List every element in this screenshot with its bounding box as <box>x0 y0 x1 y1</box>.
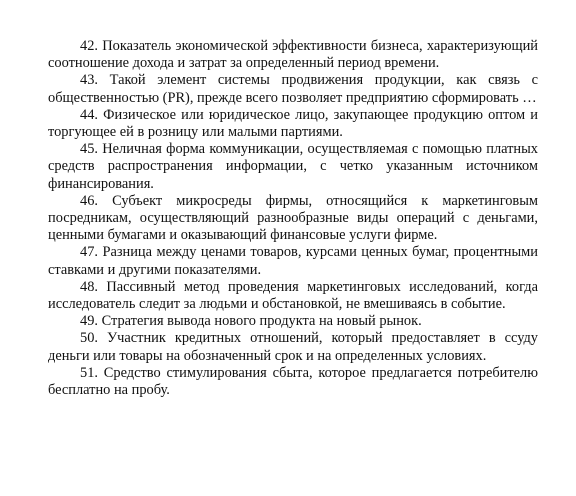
question-50: 50. Участник кредитных отношений, который предоставляет в ссуду деньги или товары на обозначенный срок и на определенных условиях. <box>48 330 538 364</box>
question-43: 43. Такой элемент системы продвижения продукции, как связь с общественностью (PR), прежде всего позволяет предприятию сформировать … <box>48 72 538 106</box>
question-46: 46. Субъект микросреды фирмы, относящийся к маркетинговым посредникам, осуществляющий разнообразные виды операций с деньгами, ценными бумагами и оказывающий финансовые услуги фирме. <box>48 192 538 244</box>
question-51: 51. Средство стимулирования сбыта, которое предлагается потребителю бесплатно на пробу. <box>48 364 538 399</box>
question-49: 49. Стратегия вывода нового продукта на новый рынок. <box>80 313 422 330</box>
question-48: 48. Пассивный метод проведения маркетинговых исследований, когда исследователь следит за людьми и обстановкой, не вмешиваясь в событие. <box>48 278 538 313</box>
question-45: 45. Неличная форма коммуникации, осуществляемая с помощью платных средств распространения информации, с четко указанным источником финансирования. <box>48 141 538 192</box>
question-47: 47. Разница между ценами товаров, курсами ценных бумаг, процентными ставками и другими показателями. <box>48 244 538 278</box>
question-42: 42. Показатель экономической эффективности бизнеса, характеризующий соотношение дохода и затрат за определенный период времени. <box>48 38 538 72</box>
question-list <box>48 38 538 399</box>
question-44: 44. Физическое или юридическое лицо, закупающее продукцию оптом и торгующее ей в розницу или малыми партиями. <box>48 106 538 141</box>
